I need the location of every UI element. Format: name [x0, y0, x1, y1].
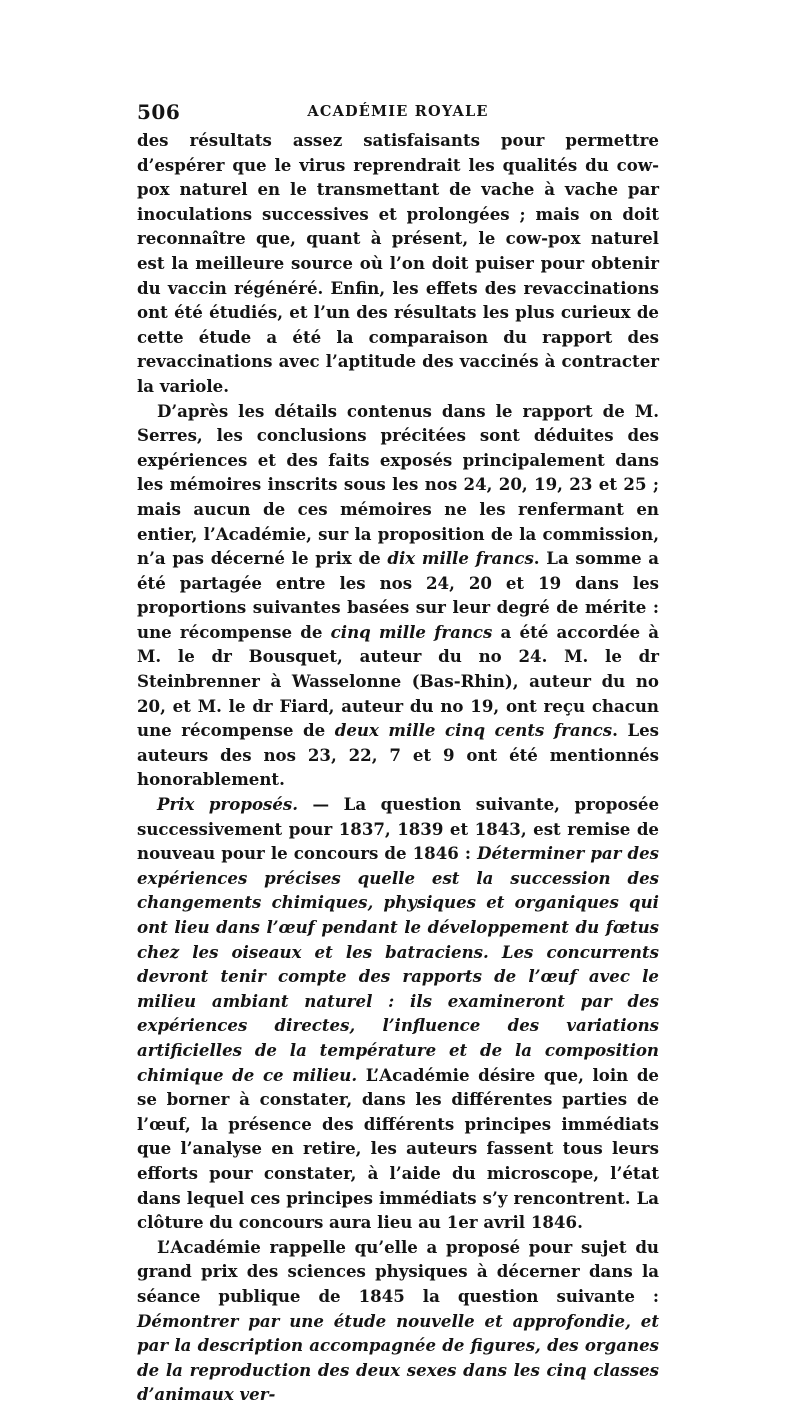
text-segment: . La somme a été partagée entre les nos 24, 20 et 19 dans les proportions suivantes basées sur leur degré de mérite : une récompense de — [137, 548, 659, 642]
paragraph-prix-proposes — [137, 792, 659, 1235]
italic-segment: dix mille francs — [387, 548, 534, 569]
italic-question: Déterminer par des expériences précises quelle est la succession des changements chimiques, physiques et organiques qui ont lieu dans l’œuf pendant le développement du fœtus chez les oiseaux et les batraciens. Les concurrents devront tenir compte des rapports de l’œuf avec le milieu ambiant naturel : ils examineront par des expériences directes, l’influence des variations artificielles de la température et de la composition chimique de ce milieu. — [137, 843, 659, 1085]
text-segment: . Les auteurs des nos 23, 22, 7 et 9 ont été mentionnés honorablement. — [137, 720, 660, 790]
italic-segment: deux mille cinq cents francs — [334, 720, 613, 741]
text-segment: — La question suivante, proposée successivement pour 1837, 1839 et 1843, est remise de nouveau pour le concours de 1846 : — [137, 794, 660, 864]
text-segment: L’Académie rappelle qu’elle a proposé pour sujet du grand prix des sciences physiques à décerner dans la séance publique de 1845 la question suivante : — [137, 1236, 659, 1306]
italic-question: Démontrer par une étude nouvelle et approfondie, et par la description accompagnée de figures, des organes de la reproduction des deux sexes dans les cinq classes d’animaux ver- — [137, 1310, 659, 1405]
running-title: ACADÉMIE ROYALE — [307, 103, 489, 120]
text-segment: D’après les détails contenus dans le rapport de M. Serres, les conclusions précitées sont déduites des expériences et des faits exposés principalement dans les mémoires inscrits sous les nos 24, 20, 19, 23 et 25 ; mais aucun de ces mémoires ne les renfermant en entier, l’Académie, sur la proposition de la commission, n’a pas décerné le prix de — [137, 400, 659, 569]
page-number: 506 — [137, 100, 181, 124]
paragraph-vaccine-results: des résultats assez satisfaisants pour permettre d’espérer que le virus reprendrait les qualités du cow-pox naturel en le transmettant de vache à vache par inoculations successives et prolongées ; mais on doit reconnaître que, quant à présent, le cow-pox naturel est la meilleure source où l’on doit puiser pour obtenir du vaccin régénéré. Enfin, les effets des revaccinations ont été étudiés, et l’un des résultats les plus curieux de cette étude a été la comparaison du rapport des revaccinations avec l’aptitude des vaccinés à contracter la variole. — [137, 130, 659, 396]
paragraph-grand-prix — [137, 1235, 659, 1407]
running-head — [137, 100, 659, 126]
italic-segment: cinq mille francs — [330, 621, 493, 642]
document-page — [137, 100, 659, 1407]
section-lead: Prix proposés. — [157, 794, 299, 815]
paragraph-serres-report — [137, 399, 659, 793]
text-segment: a été accordée à M. le dr Bousquet, auteur du no 24. M. le dr Steinbrenner à Wasselonne (Bas-Rhin), auteur du no 20, et M. le dr Fiard, auteur du no 19, ont reçu chacun une récompense de — [137, 621, 659, 741]
text-segment: L’Académie désire que, loin de se borner à constater, dans les différentes parties de l’œuf, la présence des différents principes immédiats que l’analyse en retire, les auteurs fassent tous leurs efforts pour constater, à l’aide du microscope, l’état dans lequel ces principes immédiats s’y rencontrent. La clôture du concours aura lieu au 1er avril 1846. — [137, 1064, 659, 1233]
